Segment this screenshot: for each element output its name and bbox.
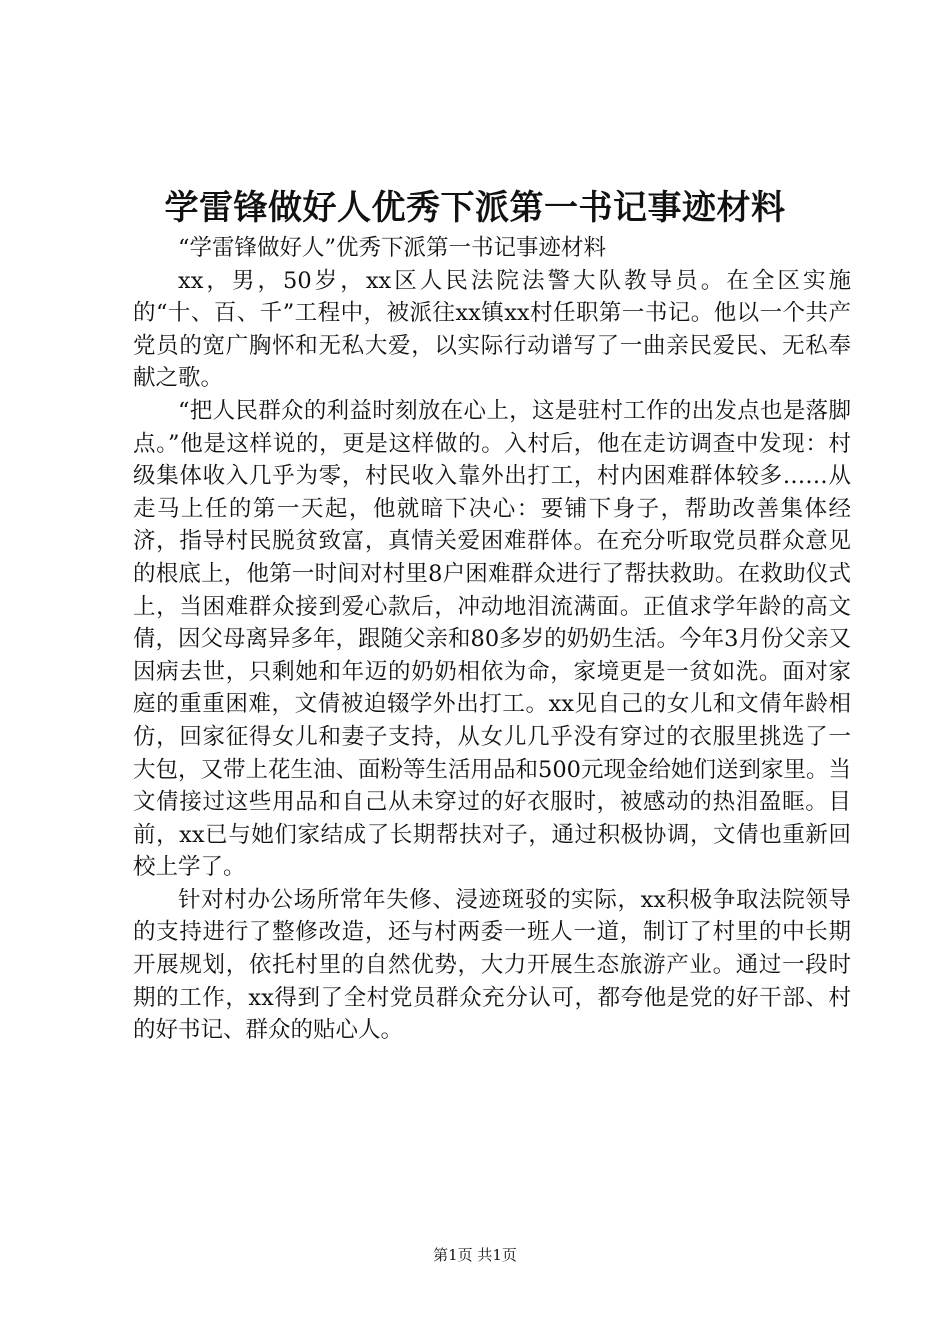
body-paragraph: 针对村办公场所常年失修、浸迹斑驳的实际，xx积极争取法院领导的支持进行了整修改造，还与村两委一班人一道，制订了村里的中长期开展规划，依托村里的自然优势，大力开展生态旅游产业。通过一段时期的工作，xx得到了全村党员群众充分认可，都夸他是党的好干部、村的好书记、群众的贴心人。	[133, 886, 851, 1044]
body-paragraph: “把人民群众的利益时刻放在心上，这是驻村工作的出发点也是落脚点。”他是这样说的，更是这样做的。入村后，他在走访调查中发现：村级集体收入几乎为零，村民收入靠外出打工，村内困难群体较多……从走马上任的第一天起，他就暗下决心：要铺下身子，帮助改善集体经济，指导村民脱贫致富，真情关爱困难群体。在充分听取党员群众意见的根底上，他第一时间对村里8户困难群众进行了帮扶救助。在救助仪式上，当困难群众接到爱心款后，冲动地泪流满面。正值求学年龄的高文倩，因父母离异多年，跟随父亲和80多岁的奶奶生活。今年3月份父亲又因病去世，只剩她和年迈的奶奶相依为命，家境更是一贫如洗。面对家庭的重重困难，文倩被迫辍学外出打工。xx见自己的女儿和文倩年龄相仿，回家征得女儿和妻子支持，从女儿几乎没有穿过的衣服里挑选了一大包，又带上花生油、面粉等生活用品和500元现金给她们送到家里。当文倩接过这些用品和自己从未穿过的好衣服时，被感动的热泪盈眶。目前，xx已与她们家结成了长期帮扶对子，通过积极协调，文倩也重新回校上学了。	[133, 397, 851, 881]
document-body	[133, 232, 851, 1047]
body-paragraph: xx，男，50岁，xx区人民法院法警大队教导员。在全区实施的“十、百、千”工程中，被派往xx镇xx村任职第一书记。他以一个共产党员的宽广胸怀和无私大爱，以实际行动谱写了一曲亲民爱民、无私奉献之歌。	[133, 267, 851, 392]
document-title: 学雷锋做好人优秀下派第一书记事迹材料	[164, 188, 786, 228]
subtitle-paragraph: “学雷锋做好人”优秀下派第一书记事迹材料	[178, 235, 607, 261]
page-number-footer: 第1页 共1页	[433, 1246, 517, 1264]
